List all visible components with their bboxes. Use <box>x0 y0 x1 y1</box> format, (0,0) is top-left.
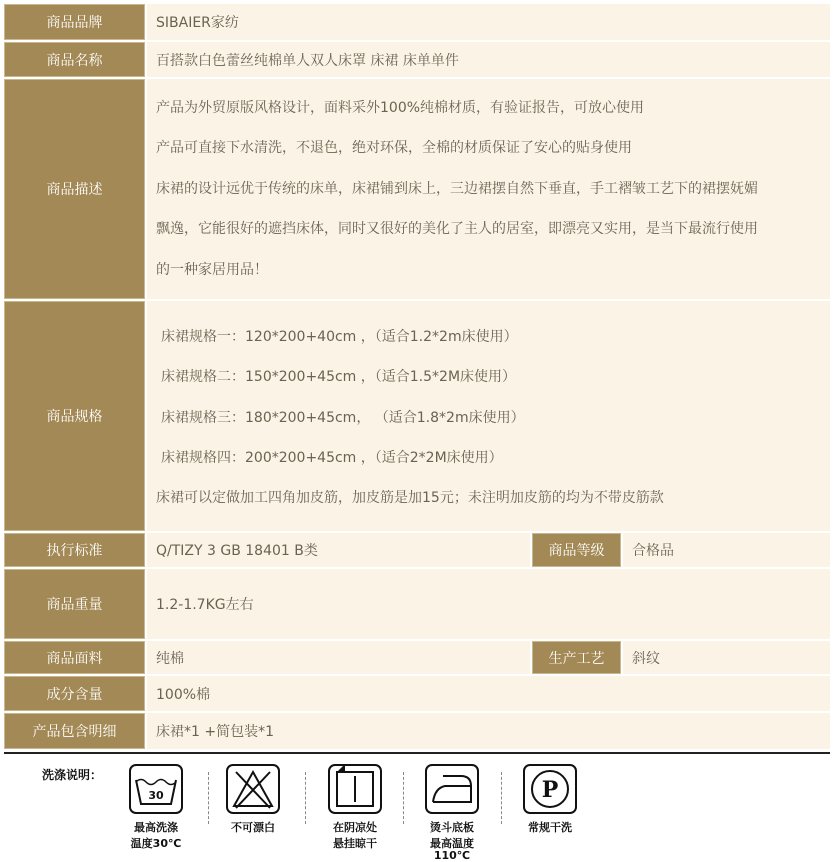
spec-line: 床裙规格三：180*200+45cm， （适合1.8*2m床使用） <box>161 410 525 426</box>
row-specs <box>4 301 830 531</box>
brand-value: SIBAIER家纺 <box>147 4 830 40</box>
wash-30-icon <box>129 764 183 814</box>
dash-divider <box>501 772 503 824</box>
name-value: 百搭款白色蕾丝纯棉单人双人床罩 床裙 床单单件 <box>147 42 830 77</box>
shade-dry-icon-block <box>315 764 395 850</box>
description-line: 的一种家居用品！ <box>156 262 268 278</box>
package-label: 产品包含明细 <box>4 713 145 749</box>
no-bleach-icon <box>226 764 280 814</box>
wash-title: 洗涤说明： <box>42 768 103 782</box>
dry-clean-letter: P <box>541 777 559 803</box>
dry-clean-p-icon-block <box>510 764 590 834</box>
dash-divider <box>305 772 307 824</box>
description-line: 产品为外贸原版风格设计，面料采外100%纯棉材质，有验证报告，可放心使用 <box>156 100 645 116</box>
name-label: 商品名称 <box>4 42 145 77</box>
spec-line: 床裙规格二：150*200+45cm ，（适合1.5*2M床使用） <box>161 369 517 385</box>
brand-label: 商品品牌 <box>4 4 145 40</box>
row-fabric <box>4 641 830 674</box>
wash-caption: 温度30℃ <box>130 837 182 850</box>
wash-caption: 烫斗底板 <box>430 821 474 834</box>
standard-label: 执行标准 <box>4 533 145 567</box>
wash-caption: 常规干洗 <box>528 821 572 834</box>
row-description <box>4 79 830 299</box>
iron-icon <box>425 764 479 814</box>
description-line: 飘逸，它能很好的遮挡床体，同时又很好的美化了主人的居室，即漂亮又实用，是当下最流行使用 <box>156 221 758 237</box>
description-line: 床裙的设计远优于传统的床单，床裙铺到床上，三边裙摆自然下垂直，手工褶皱工艺下的裙摆妩媚 <box>156 181 758 197</box>
description-value <box>147 79 830 299</box>
row-weight <box>4 569 830 639</box>
wash-caption: 悬挂晾干 <box>333 837 377 850</box>
description-line: 产品可直接下水清洗，不退色，绝对环保，全棉的材质保证了安心的贴身使用 <box>156 140 632 156</box>
spec-line: 床裙规格一：120*200+40cm ，（适合1.2*2m床使用） <box>161 329 518 345</box>
wash-caption: 在阴凉处 <box>333 821 377 834</box>
fabric-label: 商品面料 <box>4 641 145 674</box>
weight-label: 商品重量 <box>4 569 145 639</box>
wash-caption: 不可漂白 <box>231 821 275 834</box>
wash-caption: 最高洗涤 <box>134 821 178 834</box>
dash-divider <box>208 772 210 824</box>
composition-label: 成分含量 <box>4 676 145 711</box>
spec-line: 床裙规格四：200*200+45cm ，（适合2*2M床使用） <box>161 450 503 466</box>
row-name <box>4 42 830 77</box>
weight-value: 1.2-1.7KG左右 <box>147 569 830 639</box>
package-value: 床裙*1 +简包装*1 <box>147 713 830 749</box>
wash-temp-number: 30 <box>148 789 164 802</box>
iron-icon-block <box>412 764 492 862</box>
specs-value <box>147 301 830 531</box>
shade-dry-icon <box>328 764 382 814</box>
fabric-value: 纯棉 <box>147 641 530 674</box>
section-divider <box>4 752 830 754</box>
row-brand <box>4 4 830 40</box>
row-package <box>4 713 830 749</box>
wash-30-icon-block <box>116 764 196 850</box>
specs-label: 商品规格 <box>4 301 145 531</box>
row-composition <box>4 676 830 711</box>
craft-label: 生产工艺 <box>532 641 621 674</box>
composition-value: 100%棉 <box>147 676 830 711</box>
wash-caption: 最高温度110℃ <box>430 837 474 862</box>
description-label: 商品描述 <box>4 79 145 299</box>
wash-instructions <box>4 756 830 862</box>
grade-label: 商品等级 <box>532 533 621 567</box>
dry-clean-p-icon <box>523 764 577 814</box>
grade-value: 合格品 <box>623 533 830 567</box>
no-bleach-icon-block <box>213 764 293 834</box>
dash-divider <box>403 772 405 824</box>
spec-line: 床裙可以定做加工四角加皮筋，加皮筋是加15元；未注明加皮筋的均为不带皮筋款 <box>156 490 664 506</box>
craft-value: 斜纹 <box>623 641 830 674</box>
row-standard <box>4 533 830 567</box>
standard-value: Q/TIZY 3 GB 18401 B类 <box>147 533 530 567</box>
